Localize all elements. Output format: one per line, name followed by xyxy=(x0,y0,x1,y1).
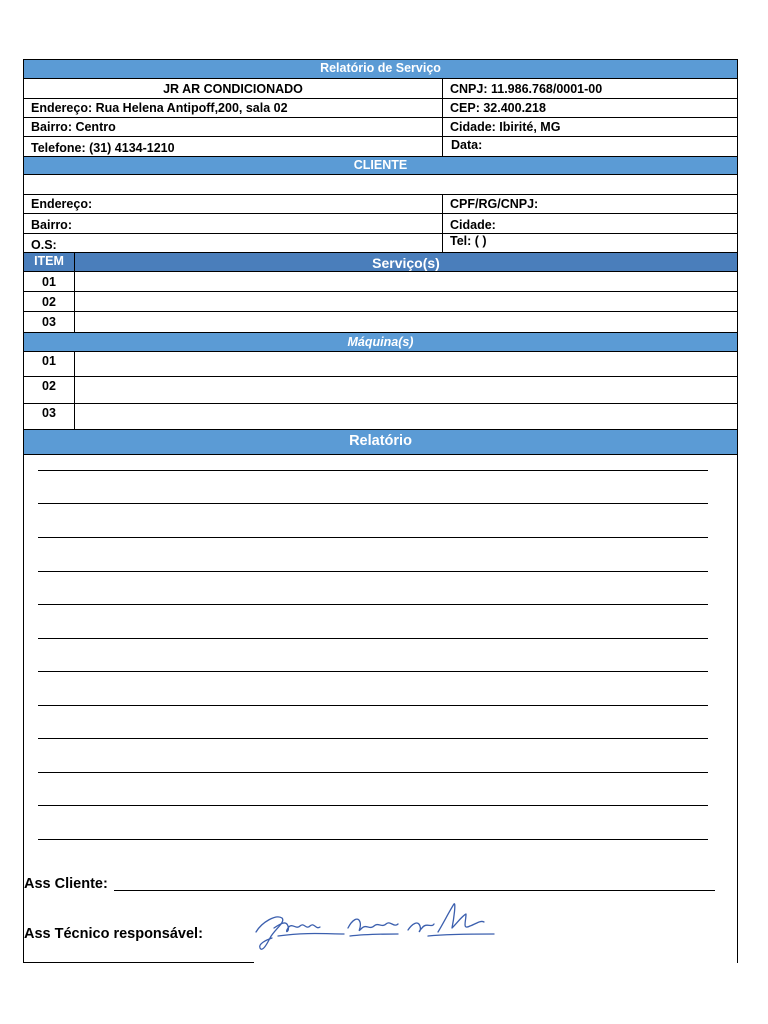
company-address xyxy=(24,99,442,117)
report-line[interactable] xyxy=(38,805,708,806)
client-os-field[interactable] xyxy=(24,234,442,252)
report-line[interactable] xyxy=(38,671,708,672)
company-phone xyxy=(24,137,442,156)
services-header-bar xyxy=(24,252,737,272)
client-phone-field[interactable] xyxy=(442,234,737,252)
company-cnpj-text: CNPJ: 11.986.768/0001-00 xyxy=(450,81,603,96)
machine-row[interactable] xyxy=(24,404,737,429)
company-city-text: Cidade: Ibirité, MG xyxy=(450,120,561,134)
company-name xyxy=(24,79,442,98)
report-title: Relatório de Serviço xyxy=(320,61,441,75)
company-city xyxy=(442,118,737,136)
company-name-text: JR AR CONDICIONADO xyxy=(163,81,303,96)
services-title-text: Serviço(s) xyxy=(372,255,440,271)
machine-row[interactable] xyxy=(24,377,737,404)
form-bottom-border xyxy=(23,962,254,963)
service-item-number-text: 03 xyxy=(42,315,56,329)
client-address-field[interactable] xyxy=(24,195,442,213)
client-district-label: Bairro: xyxy=(31,218,72,232)
company-phone-text: Telefone: (31) 4134-1210 xyxy=(31,141,175,155)
company-district-row xyxy=(24,118,737,137)
client-signature-label xyxy=(24,876,108,892)
tech-signature-label-text: Ass Técnico responsável: xyxy=(24,926,203,942)
service-row[interactable] xyxy=(24,312,737,332)
client-section-bar xyxy=(24,156,737,175)
date-label: Data: xyxy=(451,138,483,152)
client-district-row xyxy=(24,214,737,234)
company-cep-text: CEP: 32.400.218 xyxy=(450,101,546,115)
company-phone-row xyxy=(24,137,737,156)
report-line[interactable] xyxy=(38,705,708,706)
machine-item-number-text: 03 xyxy=(42,406,56,420)
report-line[interactable] xyxy=(38,839,708,840)
client-city-field[interactable] xyxy=(442,214,737,233)
machine-item-number-text: 02 xyxy=(42,379,56,393)
company-address-text: Endereço: Rua Helena Antipoff,200, sala 02 xyxy=(31,101,288,115)
client-section-title: CLIENTE xyxy=(353,158,408,172)
report-section-title: Relatório xyxy=(349,433,412,449)
service-item-number xyxy=(24,292,75,311)
report-line[interactable] xyxy=(38,571,708,572)
machine-item-number-text: 01 xyxy=(42,354,56,368)
client-name-field[interactable] xyxy=(24,175,737,195)
form-right-border-end xyxy=(737,920,738,963)
services-item-header-text: ITEM xyxy=(34,254,64,268)
service-item-number xyxy=(24,272,75,291)
service-item-number-text: 01 xyxy=(42,274,56,289)
report-line[interactable] xyxy=(38,470,708,471)
services-item-header xyxy=(24,253,75,271)
technician-signature-image xyxy=(248,894,498,958)
company-district xyxy=(24,118,442,136)
company-cnpj xyxy=(442,79,737,98)
company-row xyxy=(24,79,737,99)
client-district-field[interactable] xyxy=(24,214,442,233)
client-signature-line[interactable] xyxy=(114,890,715,891)
client-doc-label: CPF/RG/CNPJ: xyxy=(450,197,539,211)
client-city-label: Cidade: xyxy=(450,218,496,232)
company-district-text: Bairro: Centro xyxy=(31,120,116,134)
service-item-number-text: 02 xyxy=(42,294,56,309)
client-phone-label: Tel: ( ) xyxy=(450,234,487,248)
client-os-row xyxy=(24,234,737,252)
company-cep xyxy=(442,99,737,117)
report-line[interactable] xyxy=(38,503,708,504)
report-line[interactable] xyxy=(38,772,708,773)
report-section-bar xyxy=(24,429,737,455)
client-address-label: Endereço: xyxy=(31,197,93,211)
machine-row[interactable] xyxy=(24,352,737,377)
service-item-number xyxy=(24,312,75,332)
report-line[interactable] xyxy=(38,537,708,538)
tech-signature-label xyxy=(24,926,203,942)
company-address-row xyxy=(24,99,737,118)
report-title-bar xyxy=(24,60,737,79)
services-title xyxy=(75,253,737,271)
machines-title: Máquina(s) xyxy=(347,335,414,349)
service-report-form xyxy=(23,59,738,963)
client-signature-label-text: Ass Cliente: xyxy=(24,876,108,892)
machine-item-number xyxy=(24,352,75,376)
service-row[interactable] xyxy=(24,292,737,312)
machine-item-number xyxy=(24,377,75,403)
service-row[interactable] xyxy=(24,272,737,292)
client-doc-field[interactable] xyxy=(442,195,737,213)
client-address-row xyxy=(24,195,737,214)
date-field[interactable] xyxy=(442,137,737,156)
report-line[interactable] xyxy=(38,604,708,605)
machine-item-number xyxy=(24,404,75,429)
report-line[interactable] xyxy=(38,638,708,639)
client-os-label: O.S: xyxy=(31,238,57,252)
report-line[interactable] xyxy=(38,738,708,739)
machines-header-bar xyxy=(24,332,737,352)
